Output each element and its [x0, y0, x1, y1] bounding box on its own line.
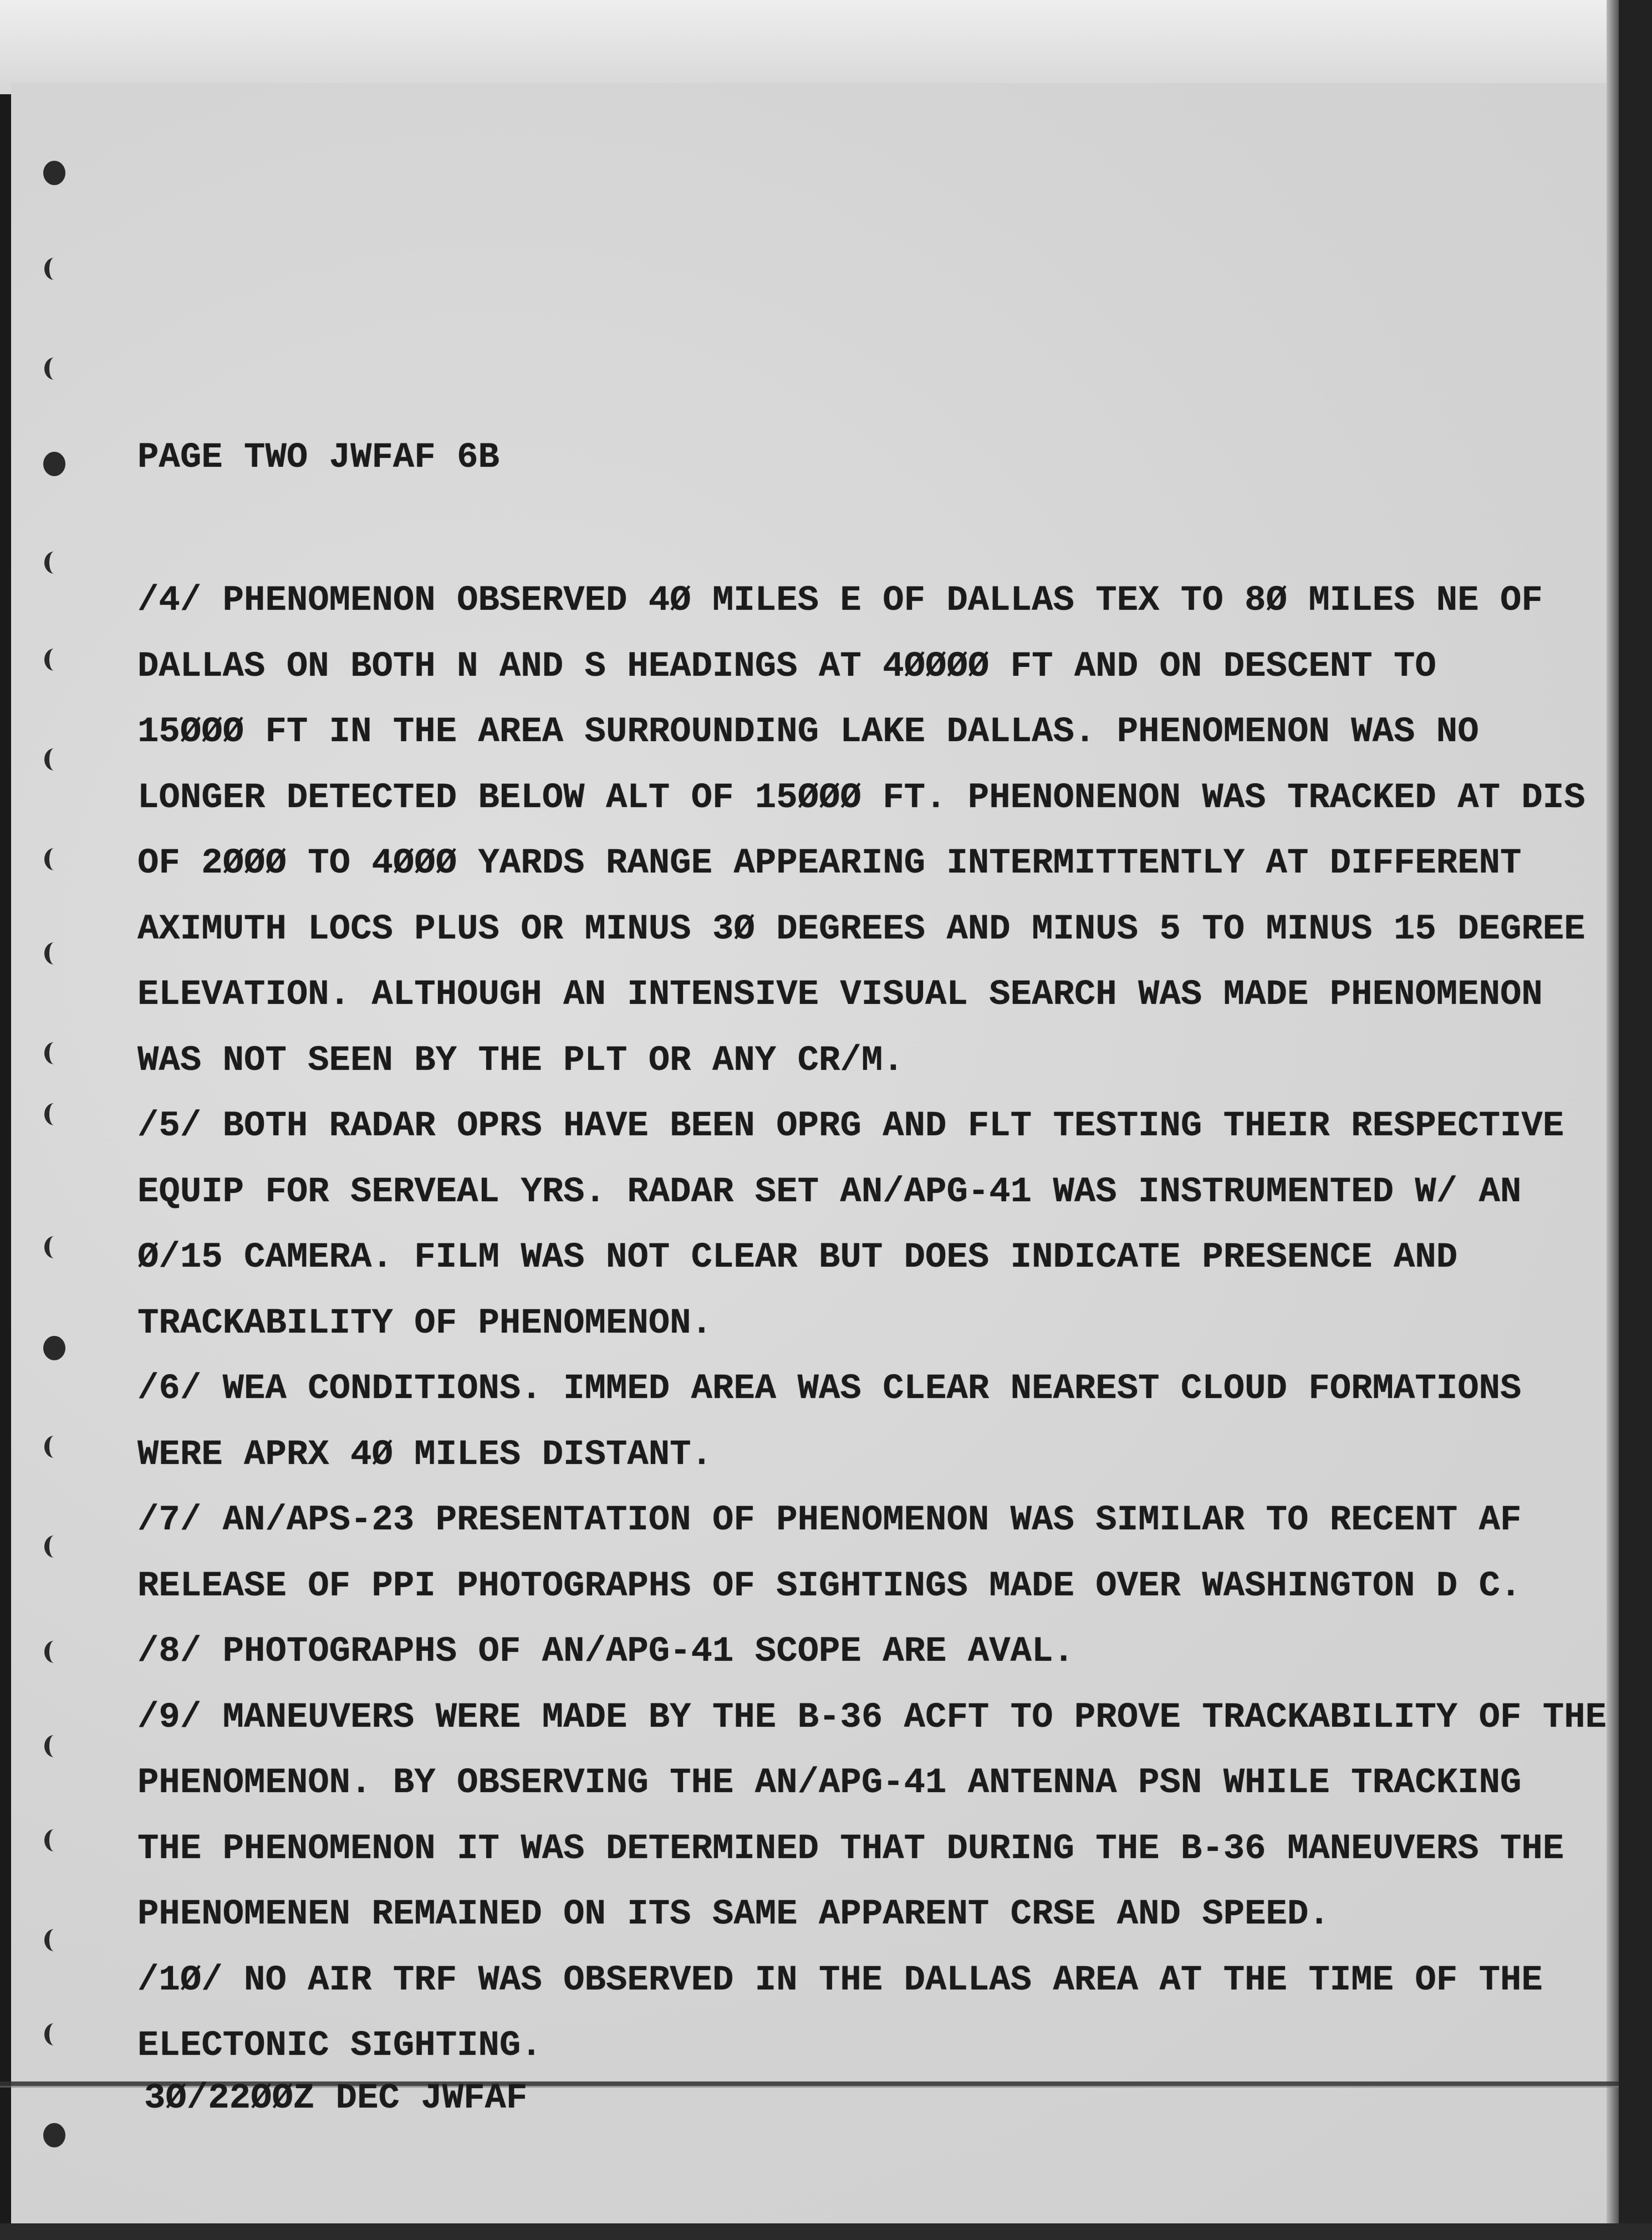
text-line: AXIMUTH LOCS PLUS OR MINUS 3Ø DEGREES AND MINUS 5 TO MINUS 15 DEGREE: [137, 909, 1585, 950]
sprocket-hole-icon: [44, 258, 64, 280]
sprocket-hole-icon: [43, 161, 65, 185]
sprocket-hole-icon: [44, 1042, 64, 1064]
text-line: ELEVATION. ALTHOUGH AN INTENSIVE VISUAL SEARCH WAS MADE PHENOMENON: [137, 975, 1543, 1015]
text-line: EQUIP FOR SERVEAL YRS. RADAR SET AN/APG-41 WAS INSTRUMENTED W/ AN: [137, 1172, 1522, 1212]
text-line: RELEASE OF PPI PHOTOGRAPHS OF SIGHTINGS MADE OVER WASHINGTON D C.: [137, 1566, 1522, 1606]
sprocket-hole-icon: [44, 848, 64, 870]
text-line: /5/ BOTH RADAR OPRS HAVE BEEN OPRG AND FLT TESTING THEIR RESPECTIVE: [137, 1106, 1564, 1146]
sprocket-hole-icon: [44, 1829, 64, 1851]
text-line: /9/ MANEUVERS WERE MADE BY THE B-36 ACFT TO PROVE TRACKABILITY OF THE: [137, 1697, 1607, 1738]
sprocket-hole-icon: [44, 1236, 64, 1258]
text-line: PHENOMENON. BY OBSERVING THE AN/APG-41 ANTENNA PSN WHILE TRACKING: [137, 1763, 1522, 1803]
sprocket-hole-icon: [44, 748, 64, 771]
page-header: PAGE TWO JWFAF 6B: [137, 438, 499, 478]
sprocket-hole-icon: [44, 552, 64, 574]
sprocket-hole-icon: [44, 1103, 64, 1125]
sprocket-hole-icon: [44, 1735, 64, 1757]
text-line: /7/ AN/APS-23 PRESENTATION OF PHENOMENON WAS SIMILAR TO RECENT AF: [137, 1501, 1522, 1540]
paper-right-shadow: [1607, 0, 1619, 2240]
text-line: Ø/15 CAMERA. FILM WAS NOT CLEAR BUT DOES INDICATE PRESENCE AND: [137, 1238, 1458, 1278]
text-line: LONGER DETECTED BELOW ALT OF 15ØØØ FT. PHENONENON WAS TRACKED AT DIS: [137, 778, 1585, 818]
sprocket-hole-icon: [44, 942, 64, 965]
text-line: /6/ WEA CONDITIONS. IMMED AREA WAS CLEAR NEAREST CLOUD FORMATIONS: [137, 1369, 1522, 1409]
sprocket-hole-icon: [44, 2023, 64, 2045]
text-line: 15ØØØ FT IN THE AREA SURROUNDING LAKE DALLAS. PHENOMENON WAS NO: [137, 712, 1479, 752]
text-line: WAS NOT SEEN BY THE PLT OR ANY CR/M.: [137, 1040, 904, 1081]
sprocket-hole-icon: [43, 1336, 65, 1360]
text-line: WERE APRX 4Ø MILES DISTANT.: [137, 1435, 712, 1475]
paper-bottom-edge: [0, 2223, 1652, 2240]
text-line: THE PHENOMENON IT WAS DETERMINED THAT DURING THE B-36 MANEUVERS THE: [137, 1829, 1564, 1869]
date-time-group-footer: 3Ø/22ØØZ DEC JWFAF: [144, 2079, 528, 2119]
sprocket-hole-icon: [44, 1436, 64, 1458]
sprocket-hole-icon: [44, 1535, 64, 1558]
message-body: [137, 568, 1607, 2079]
paper-top-edge: [0, 0, 1652, 94]
text-line: OF 2ØØØ TO 4ØØØ YARDS RANGE APPEARING INTERMITTENTLY AT DIFFERENT: [137, 844, 1522, 884]
sprocket-hole-icon: [43, 2123, 65, 2147]
sprocket-hole-icon: [44, 1929, 64, 1951]
text-line: PHENOMENEN REMAINED ON ITS SAME APPARENT CRSE AND SPEED.: [137, 1895, 1330, 1935]
sprocket-hole-icon: [44, 649, 64, 671]
sprocket-hole-icon: [44, 358, 64, 380]
text-line: DALLAS ON BOTH N AND S HEADINGS AT 4ØØØØ FT AND ON DESCENT TO: [137, 646, 1436, 687]
text-line: /4/ PHENOMENON OBSERVED 4Ø MILES E OF DALLAS TEX TO 8Ø MILES NE OF: [137, 581, 1543, 621]
sprocket-hole-icon: [43, 452, 65, 476]
text-line: ELECTONIC SIGHTING.: [137, 2026, 542, 2066]
sprocket-hole-icon: [44, 1641, 64, 1663]
text-line: TRACKABILITY OF PHENOMENON.: [137, 1303, 712, 1344]
text-line: /1Ø/ NO AIR TRF WAS OBSERVED IN THE DALLAS AREA AT THE TIME OF THE: [137, 1960, 1543, 2001]
text-line: /8/ PHOTOGRAPHS OF AN/APG-41 SCOPE ARE AVAL.: [137, 1632, 1074, 1672]
paper-right-edge: [1619, 0, 1652, 2240]
